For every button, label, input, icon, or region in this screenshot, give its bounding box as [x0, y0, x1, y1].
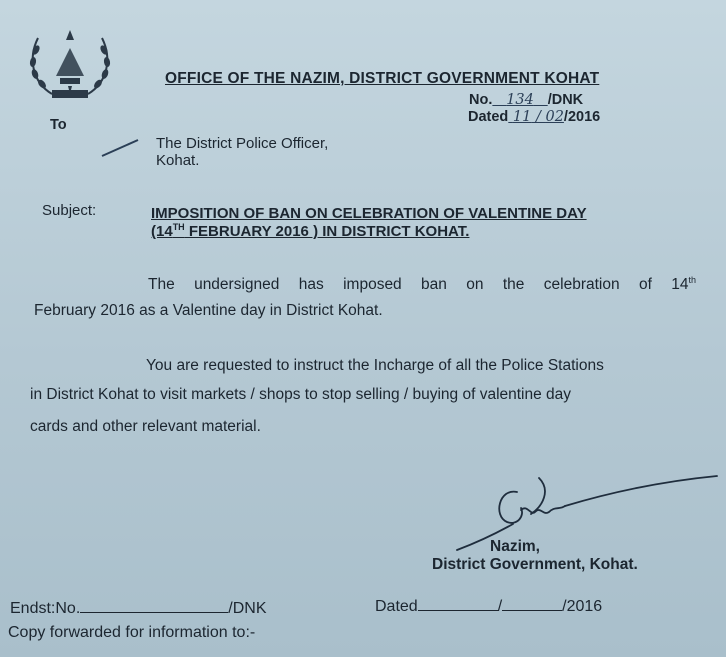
signatory-title: Nazim, — [490, 538, 540, 555]
endst-date-blank-1 — [418, 598, 498, 611]
paragraph-1-line-1-sup: th — [688, 275, 696, 285]
copy-forwarded-line: Copy forwarded for information to:- — [8, 624, 256, 641]
endst-blank — [80, 600, 228, 613]
subject-line-2-rest: FEBRUARY 2016 ) IN DISTRICT KOHAT. — [184, 223, 470, 240]
endst-date-blank-2 — [502, 598, 562, 611]
ref-no-label: No. — [469, 92, 493, 108]
endst-label: Endst:No. — [10, 600, 81, 617]
ref-date-label: Dated — [468, 109, 509, 125]
pen-mark-icon — [100, 136, 140, 160]
ref-no-handwritten: 134 — [506, 92, 534, 108]
government-emblem-icon — [22, 20, 118, 104]
endst-date-year: /2016 — [562, 598, 603, 615]
paragraph-2-line-2: in District Kohat to visit markets / shops to stop selling / buying of valentine day — [30, 386, 572, 403]
ref-date-day: 11 — [512, 109, 532, 125]
to-label: To — [50, 117, 67, 133]
endst-suffix: /DNK — [228, 600, 267, 617]
ref-date-month: 02 — [545, 109, 564, 125]
paragraph-1-line-1-text: The undersigned has imposed ban on the celebration of 14 — [148, 276, 689, 293]
paragraph-1-line-1 — [148, 275, 696, 294]
endorsement-number — [10, 600, 267, 618]
office-heading: OFFICE OF THE NAZIM, DISTRICT GOVERNMENT KOHAT — [165, 70, 600, 87]
ref-no-suffix: /DNK — [547, 92, 584, 108]
subject-line-2-prefix: (14 — [151, 223, 173, 240]
subject-label: Subject: — [42, 202, 97, 219]
subject-line-2 — [151, 222, 469, 240]
recipient-line-2: Kohat. — [156, 152, 200, 169]
subject-line-2-sup: TH — [172, 222, 185, 232]
endst-date-slash: / — [497, 598, 503, 615]
endorsement-date — [375, 598, 602, 616]
ref-date-year: /2016 — [563, 109, 601, 125]
ref-date-handwritten: 11 / 02 — [512, 109, 564, 125]
paragraph-1-line-2: February 2016 as a Valentine day in District Kohat. — [34, 302, 383, 319]
subject-line-1: IMPOSITION OF BAN ON CELEBRATION OF VALENTINE DAY — [151, 205, 587, 222]
reference-date — [468, 109, 600, 125]
paragraph-2-line-3: cards and other relevant material. — [30, 418, 261, 435]
endst-date-label: Dated — [375, 598, 418, 615]
reference-number — [469, 92, 583, 108]
signatory-organization: District Government, Kohat. — [432, 556, 638, 573]
ref-no-value — [492, 92, 547, 108]
paragraph-2-line-1: You are requested to instruct the Incharge of all the Police Stations — [146, 357, 604, 374]
recipient-line-1: The District Police Officer, — [156, 135, 329, 152]
